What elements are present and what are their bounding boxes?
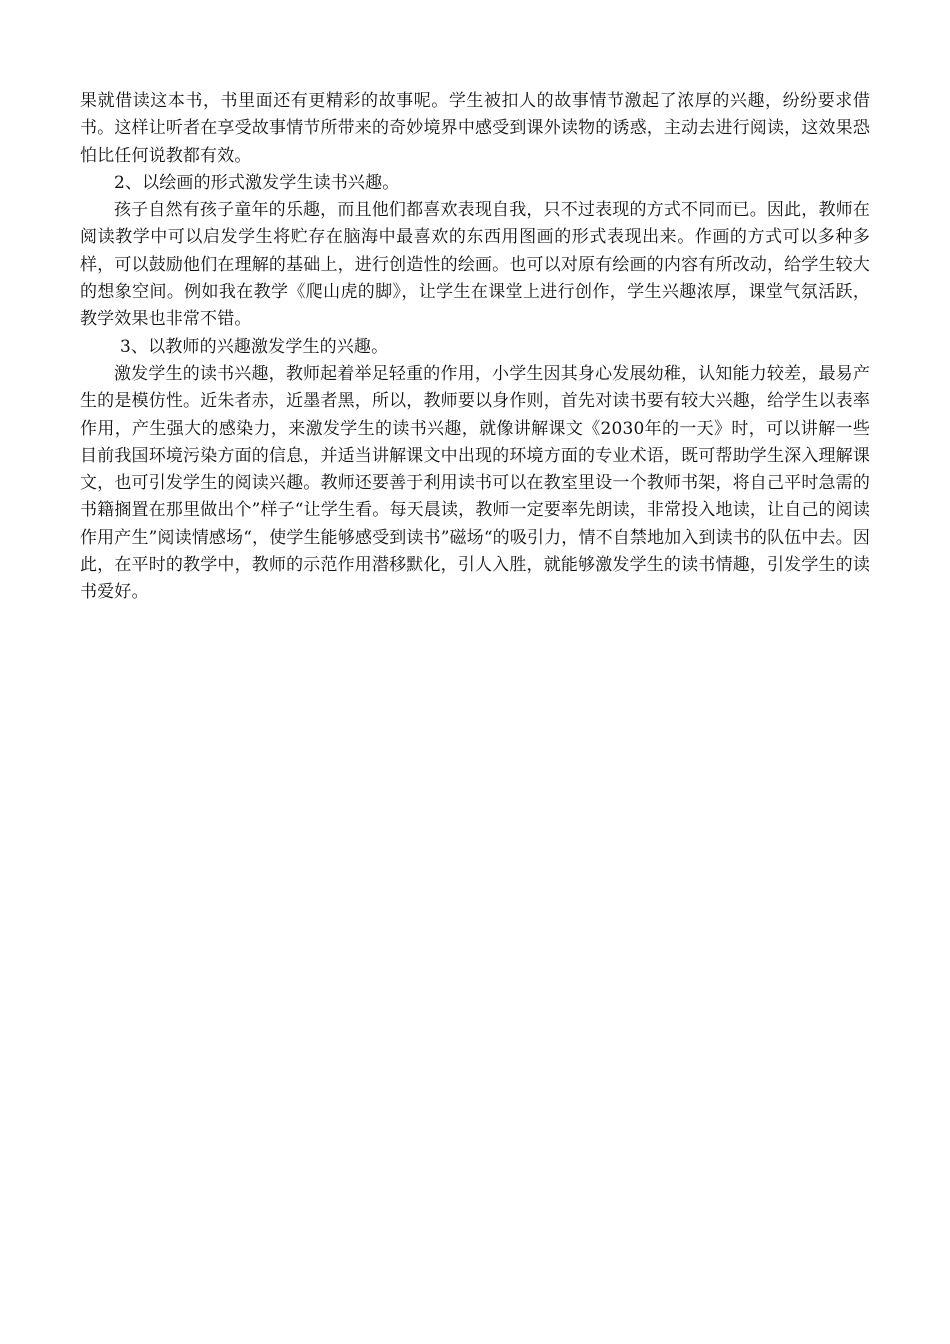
- paragraph-continuation: 果就借读这本书，书里面还有更精彩的故事呢。学生被扣人的故事情节激起了浓厚的兴趣，纷纷要求借书。这样让听者在享受故事情节所带来的奇妙境界中感受到课外读物的诱惑，主动去进行阅读，这效果恐怕比任何说教都有效。: [80, 91, 870, 166]
- paragraph-drawing-interest: 孩子自然有孩子童年的乐趣，而且他们都喜欢表现自我，只不过表现的方式不同而已。因此，教师在阅读教学中可以启发学生将贮存在脑海中最喜欢的东西用图画的形式表现出来。作画的方式可以多种多样，可以鼓励他们在理解的基础上，进行创造性的绘画。也可以对原有绘画的内容有所改动，给学生较大的想象空间。例如我在教学《爬山虎的脚》，让学生在课堂上进行创作，学生兴趣浓厚，课堂气氛活跃，教学效果也非常不错。: [80, 200, 870, 330]
- paragraph-teacher-interest: 激发学生的读书兴趣，教师起着举足轻重的作用，小学生因其身心发展幼稚，认知能力较差，最易产生的是模仿性。近朱者赤，近墨者黑，所以，教师要以身作则，首先对读书要有较大兴趣，给学生以表率作用，产生强大的感染力，来激发学生的读书兴趣，就像讲解课文《2030年的一天》时，可以讲解一些目前我国环境污染方面的信息，并适当讲解课文中出现的环境方面的专业术语，既可帮助学生深入理解课文，也可引发学生的阅读兴趣。教师还要善于利用读书可以在教室里设一个教师书架，将自己平时急需的书籍搁置在那里做出个”样子“让学生看。每天晨读，教师一定要率先朗读，非常投入地读，让自己的阅读作用产生”阅读情感场“，使学生能够感受到读书”磁场“的吸引力，情不自禁地加入到读书的队伍中去。因此，在平时的教学中，教师的示范作用潜移默化，引人入胜，就能够激发学生的读书情趣，引发学生的读书爱好。: [80, 363, 870, 603]
- document-body: [80, 88, 870, 607]
- section-heading-2: 2、以绘画的形式激发学生读书兴趣。: [114, 172, 400, 193]
- section-heading-3: 3、以教师的兴趣激发学生的兴趣。: [120, 336, 389, 357]
